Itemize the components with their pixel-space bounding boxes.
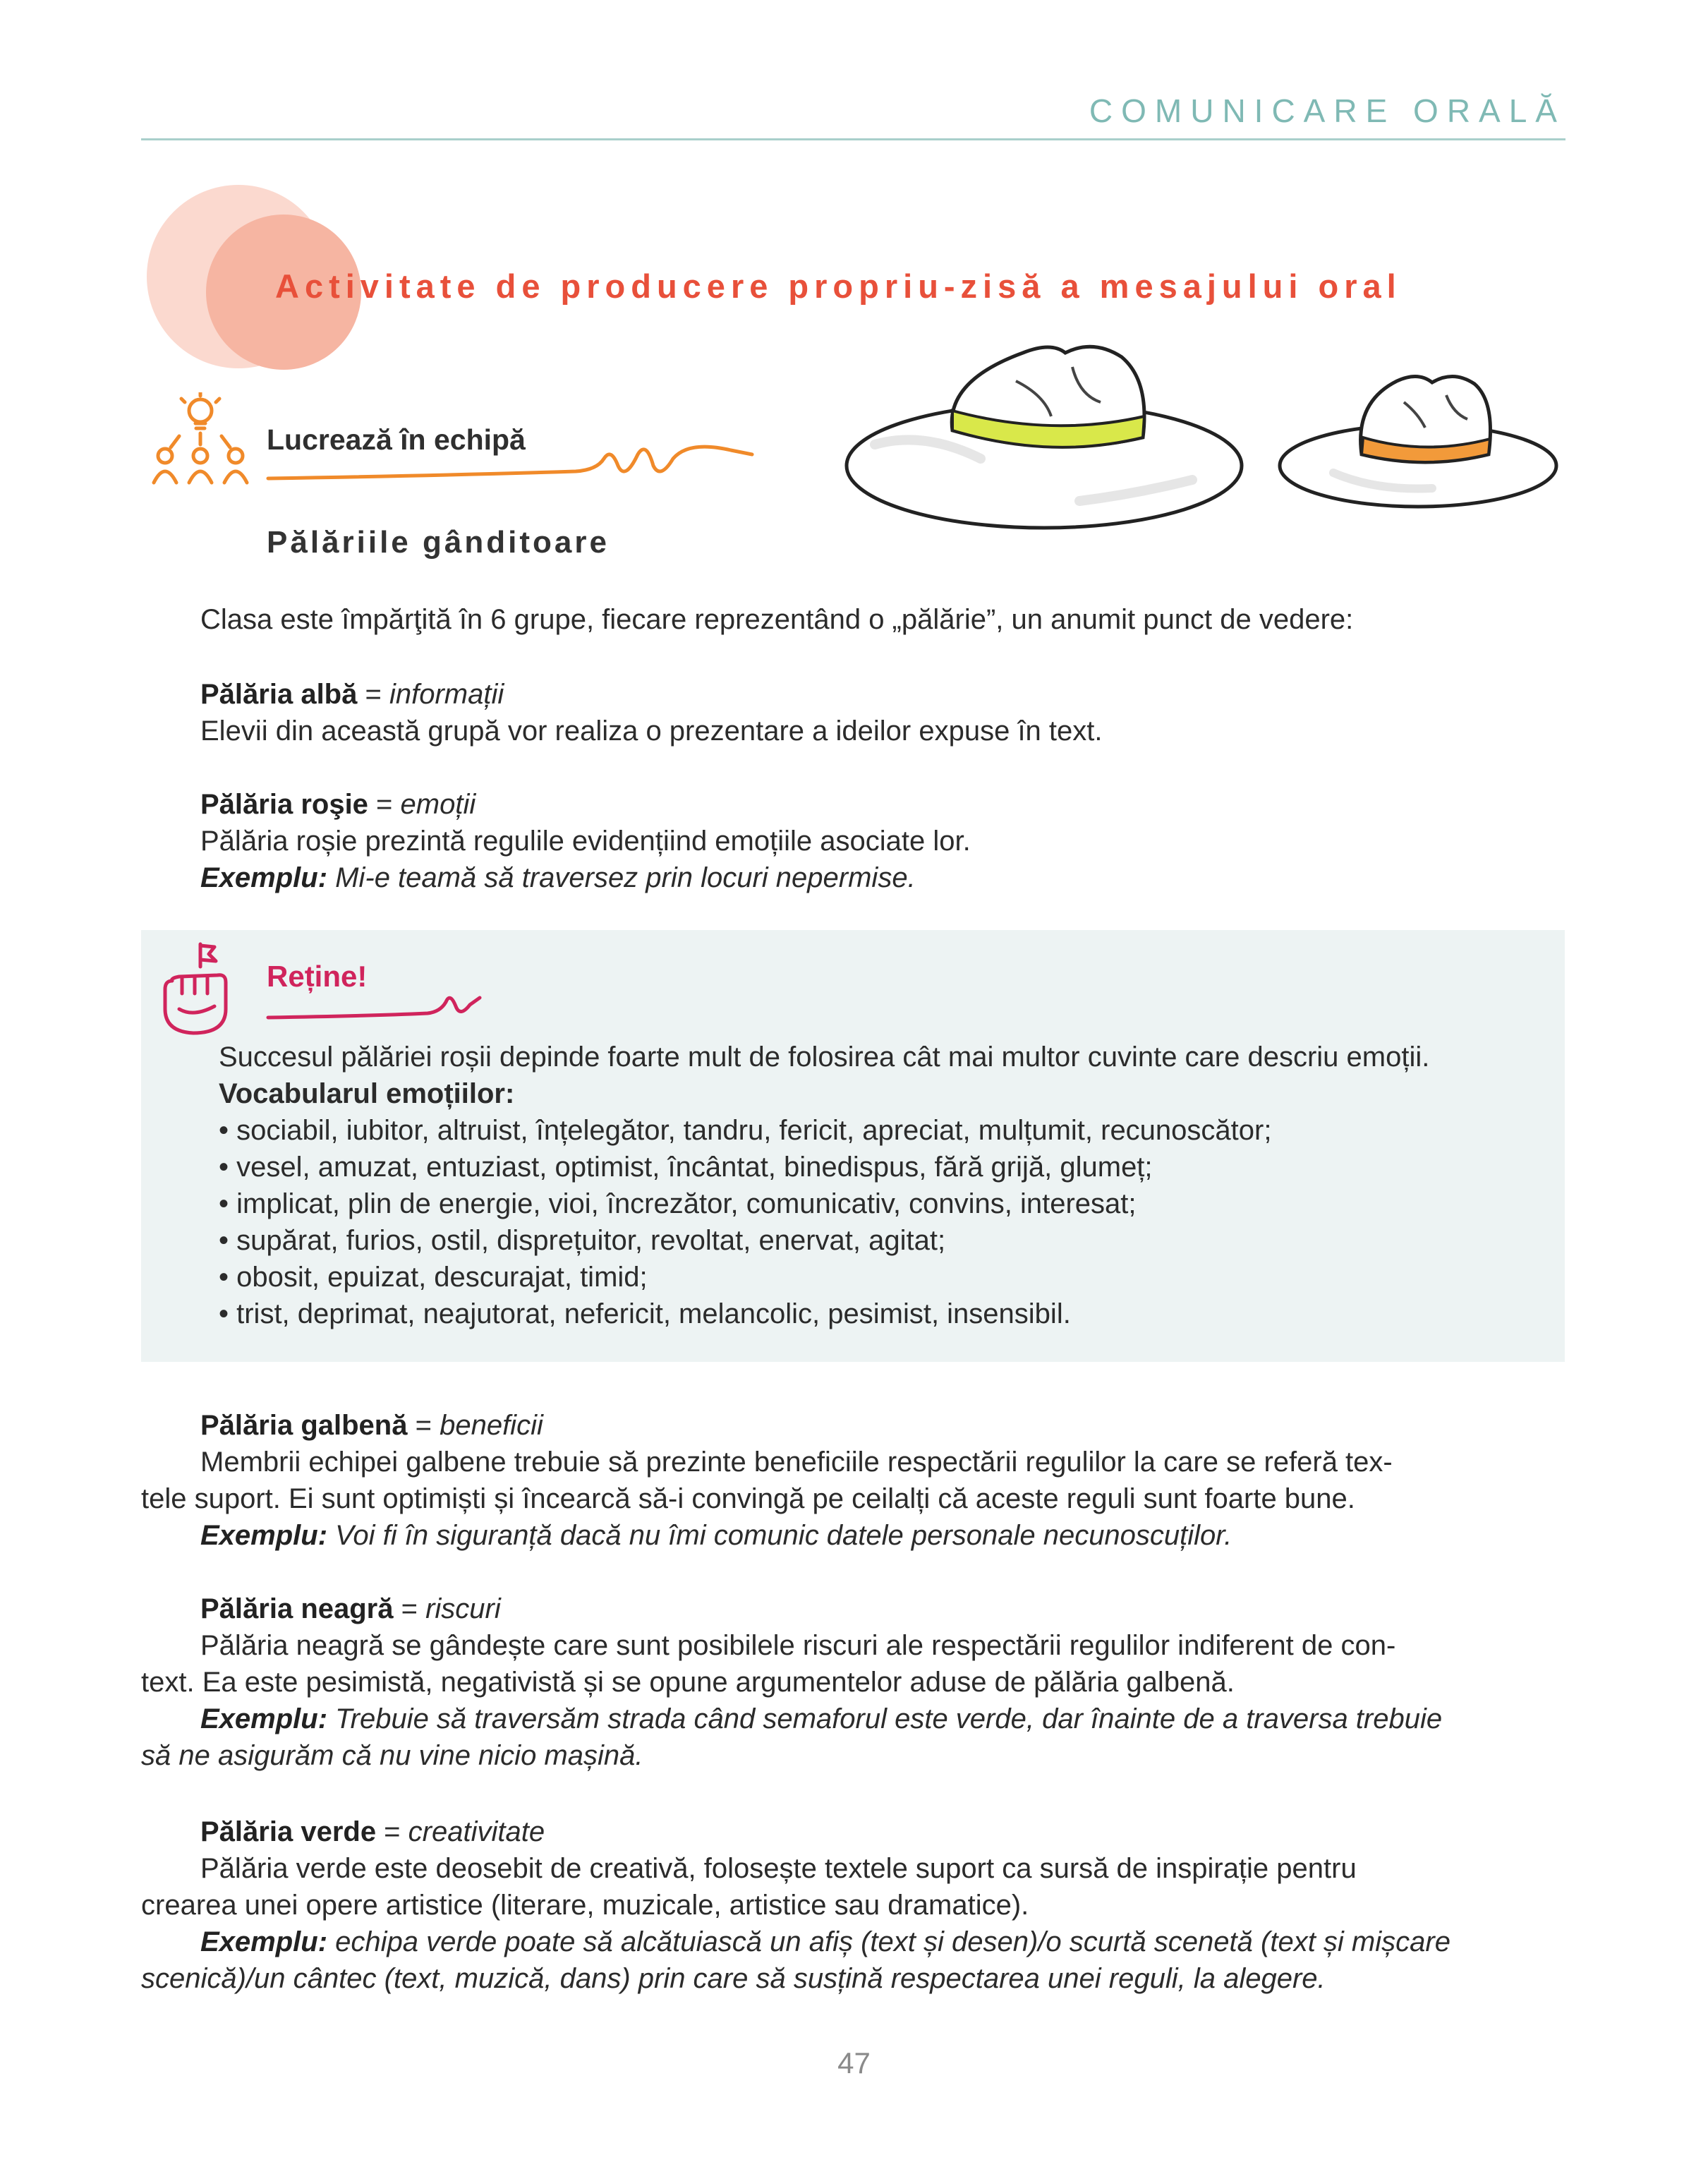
green-hat-name: Pălăria verde <box>200 1816 377 1847</box>
red-hat-eq: = <box>368 789 401 820</box>
header-divider <box>141 138 1565 140</box>
white-hat-text: Elevii din această grupă vor realiza o prezentare a ideilor expuse în text. <box>200 716 1103 747</box>
black-hat-example-text-cont: să ne asigurăm că nu vine nicio mașină. <box>141 1740 643 1771</box>
vocab-item: • obosit, epuizat, descurajat, timid; <box>219 1262 648 1293</box>
vocab-item: • sociabil, iubitor, altruist, înțelegător, tandru, fericit, apreciat, mulțumit, recunoscător; <box>219 1115 1272 1146</box>
yellow-hat-name: Pălăria galbenă <box>200 1410 408 1441</box>
hats-illustration <box>840 325 1573 550</box>
black-hat-example <box>200 1701 1569 1737</box>
green-hat-heading <box>200 1813 1569 1850</box>
black-hat-example-cont <box>141 1737 1565 1774</box>
page-number: 47 <box>837 2046 871 2080</box>
green-hat-example-text: echipa verde poate să alcătuiască un afiș (text și desen)/o scurtă scenetă (text și mișcare <box>327 1926 1450 1957</box>
black-hat-example-text: Trebuie să traversăm strada când semaforul este verde, dar înainte de a traversa trebuie <box>327 1703 1443 1734</box>
yellow-hat-example <box>200 1517 1569 1554</box>
section-title: Activitate de producere propriu-zisă a mesajului oral <box>275 267 1402 305</box>
large-hat-icon <box>847 346 1242 528</box>
remember-underline-squiggle <box>265 985 484 1027</box>
green-hat-example-cont <box>141 1960 1565 1997</box>
green-hat-example <box>200 1924 1569 1960</box>
yellow-hat-meaning: beneficii <box>440 1410 543 1441</box>
black-hat-example-label: Exemplu: <box>200 1703 328 1734</box>
white-hat-meaning: informații <box>389 679 504 710</box>
team-underline-squiggle <box>265 437 759 487</box>
vocab-item: • vesel, amuzat, entuziast, optimist, încântat, binedispus, fără grijă, glumeț; <box>219 1152 1153 1183</box>
note-intro: Succesul pălăriei roșii depinde foarte mult de folosirea cât mai multor cuvinte care descriu emoții. <box>219 1042 1430 1073</box>
red-hat-heading <box>200 786 1569 823</box>
hats-intro: Clasa este împărţită în 6 grupe, fiecare reprezentând o „pălărie”, un anumit punct de vedere: <box>200 604 1354 635</box>
red-hat-example-label: Exemplu: <box>200 862 328 893</box>
green-hat-eq: = <box>376 1816 408 1847</box>
hats-title: Pălăriile gânditoare <box>267 525 610 560</box>
green-hat-example-label: Exemplu: <box>200 1926 328 1957</box>
black-hat-heading <box>200 1590 1569 1627</box>
green-hat-example-text-cont: scenică)/un cântec (text, muzică, dans) prin care să susțină respectarea unei reguli, la alegere. <box>141 1963 1326 1994</box>
green-hat-text: Pălăria verde este deosebit de creativă, folosește textele suport ca sursă de inspirație pentru <box>200 1853 1357 1884</box>
team-work-label: Lucrează în echipă <box>267 423 526 456</box>
white-hat-eq: = <box>357 679 389 710</box>
yellow-hat-example-label: Exemplu: <box>200 1520 328 1551</box>
vocab-item: • implicat, plin de energie, vioi, încrezător, comunicativ, convins, interesat; <box>219 1188 1137 1219</box>
black-hat-eq: = <box>393 1593 426 1624</box>
green-hat-meaning: creativitate <box>408 1816 545 1847</box>
yellow-hat-text-cont: tele suport. Ei sunt optimiști și încearcă să-i convingă pe ceilalți că aceste reguli sunt foarte bune. <box>141 1483 1355 1514</box>
yellow-hat-example-text: Voi fi în siguranță dacă nu îmi comunic datele personale necunoscuților. <box>327 1520 1232 1551</box>
yellow-hat-eq: = <box>407 1410 440 1441</box>
yellow-hat-heading <box>200 1407 1569 1444</box>
black-hat-text: Pălăria neagră se gândește care sunt posibilele riscuri ale respectării regulilor indiferent de con- <box>200 1630 1396 1661</box>
remember-finger-icon <box>158 938 236 1037</box>
red-hat-example-text: Mi-e teamă să traversez prin locuri nepermise. <box>327 862 916 893</box>
black-hat-name: Pălăria neagră <box>200 1593 394 1624</box>
small-hat-icon <box>1280 376 1556 507</box>
black-hat-text-cont: text. Ea este pesimistă, negativistă și se opune argumentelor aduse de pălăria galbenă. <box>141 1667 1235 1698</box>
red-hat-text: Pălăria roșie prezintă regulile evidențiind emoțiile asociate lor. <box>200 826 971 857</box>
black-hat-meaning: riscuri <box>425 1593 501 1624</box>
team-idea-icon <box>150 392 251 485</box>
green-hat-text-cont: crearea unei opere artistice (literare, muzicale, artistice sau dramatice). <box>141 1890 1029 1921</box>
header-title: COMUNICARE ORALĂ <box>1089 92 1565 129</box>
vocab-title: Vocabularul emoțiilor: <box>219 1078 515 1109</box>
red-hat-name: Pălăria roşie <box>200 789 368 820</box>
red-hat-example <box>200 859 1569 896</box>
vocab-item: • supărat, furios, ostil, disprețuitor, revoltat, enervat, agitat; <box>219 1225 946 1256</box>
vocab-item: • trist, deprimat, neajutorat, nefericit, melancolic, pesimist, insensibil. <box>219 1298 1071 1329</box>
white-hat-name: Pălăria albă <box>200 679 358 710</box>
red-hat-meaning: emoții <box>400 789 476 820</box>
remember-label: Reține! <box>267 960 368 993</box>
white-hat-heading <box>200 676 1569 713</box>
yellow-hat-text: Membrii echipei galbene trebuie să prezinte beneficiile respectării regulilor la care se referă tex- <box>200 1447 1393 1478</box>
note-content <box>219 1039 1566 1332</box>
